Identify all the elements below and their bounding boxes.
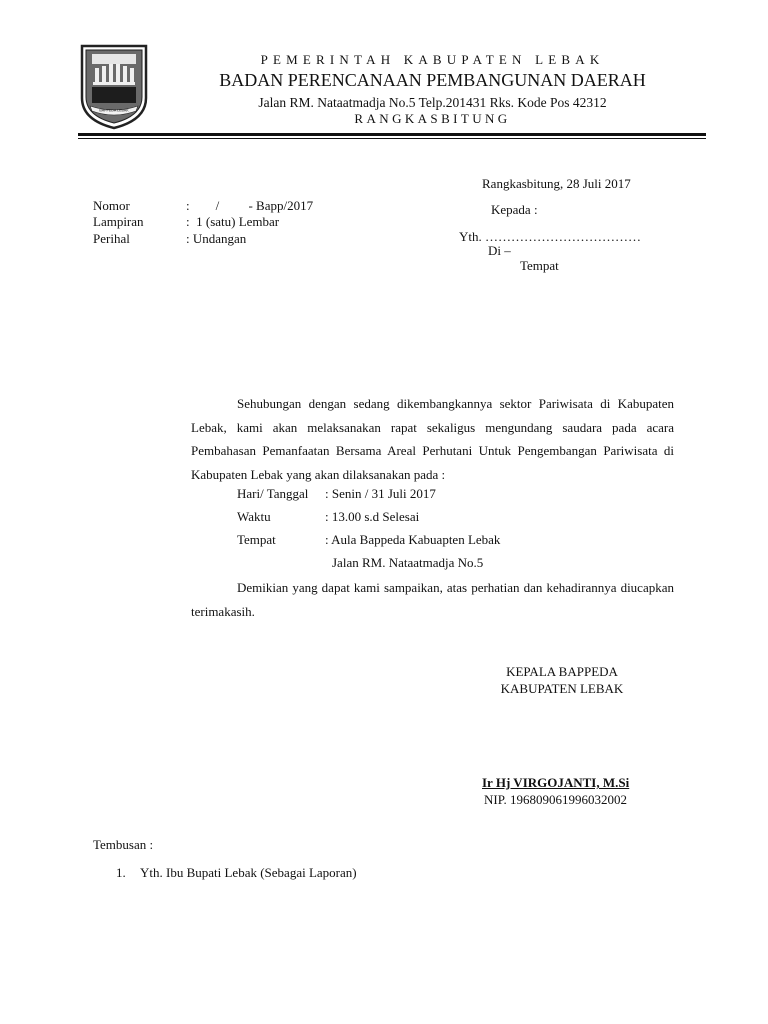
tembusan-label: Tembusan : <box>93 837 154 852</box>
agency-city: RANGKASBITUNG <box>354 111 511 126</box>
signature-title-2: KABUPATEN LEBAK <box>500 681 624 696</box>
detail-time-label: Waktu <box>237 509 271 524</box>
agency-address: Jalan RM. Nataatmadja No.5 Telp.201431 Rks. Kode Pos 42312 <box>258 95 607 110</box>
opening-paragraph: Sehubungan dengan sedang dikembangkannya sektor Pariwisata di Kabupaten Lebak, kami akan melaksanakan rapat sekaligus mengundang saudara pada acara Pembahasan Pemanfaatan Bersama Areal Perhutani Untuk Pengembangan Pariwisata di Kabupaten Lebak yang akan dilaksanakan pada : <box>191 396 674 482</box>
lampiran-value: : 1 (satu) Lembar <box>186 214 280 229</box>
detail-place-label: Tempat <box>237 532 276 547</box>
closing-paragraph: Demikian yang dapat kami sampaikan, atas perhatian dan kehadirannya diucapkan terimakasih. <box>191 580 674 619</box>
recipient-kepada: Kepada : <box>491 202 538 217</box>
detail-date-value: : Senin / 31 Juli 2017 <box>325 486 436 501</box>
signatory-name: Ir Hj VIRGOJANTI, M.Si <box>482 775 630 790</box>
recipient-yth: Yth. ……………………………… <box>459 229 641 244</box>
tembusan-item-number: 1. <box>116 865 126 880</box>
detail-time-value: : 13.00 s.d Selesai <box>325 509 420 524</box>
closing-paragraph-block <box>191 576 674 623</box>
tembusan-item: Yth. Ibu Bupati Lebak (Sebagai Laporan) <box>140 865 357 880</box>
lampiran-label: Lampiran <box>93 214 144 229</box>
detail-date-label: Hari/ Tanggal <box>237 486 309 501</box>
letterhead-divider-thick <box>78 133 706 136</box>
regency-emblem-logo <box>78 42 150 130</box>
recipient-di: Di – <box>488 243 511 258</box>
nomor-value: : / - Bapp/2017 <box>186 198 314 213</box>
agency-name: BADAN PERENCANAAN PEMBANGUNAN DAERAH <box>219 70 646 90</box>
perihal-value: : Undangan <box>186 231 247 246</box>
recipient-tempat: Tempat <box>520 258 559 273</box>
svg-text:BAPPEDA LEBAK: BAPPEDA LEBAK <box>99 108 129 113</box>
government-name: PEMERINTAH KABUPATEN LEBAK <box>260 52 605 67</box>
letter-body-paragraph <box>191 392 674 486</box>
nomor-label: Nomor <box>93 198 130 213</box>
letter-date: Rangkasbitung, 28 Juli 2017 <box>482 176 631 191</box>
perihal-label: Perihal <box>93 231 130 246</box>
letterhead-divider-thin <box>78 138 706 139</box>
signature-title-1: KEPALA BAPPEDA <box>506 664 618 679</box>
detail-address: Jalan RM. Nataatmadja No.5 <box>332 555 484 570</box>
signatory-nip: NIP. 196809061996032002 <box>484 792 628 807</box>
detail-place-value: : Aula Bappeda Kabuapten Lebak <box>325 532 501 547</box>
